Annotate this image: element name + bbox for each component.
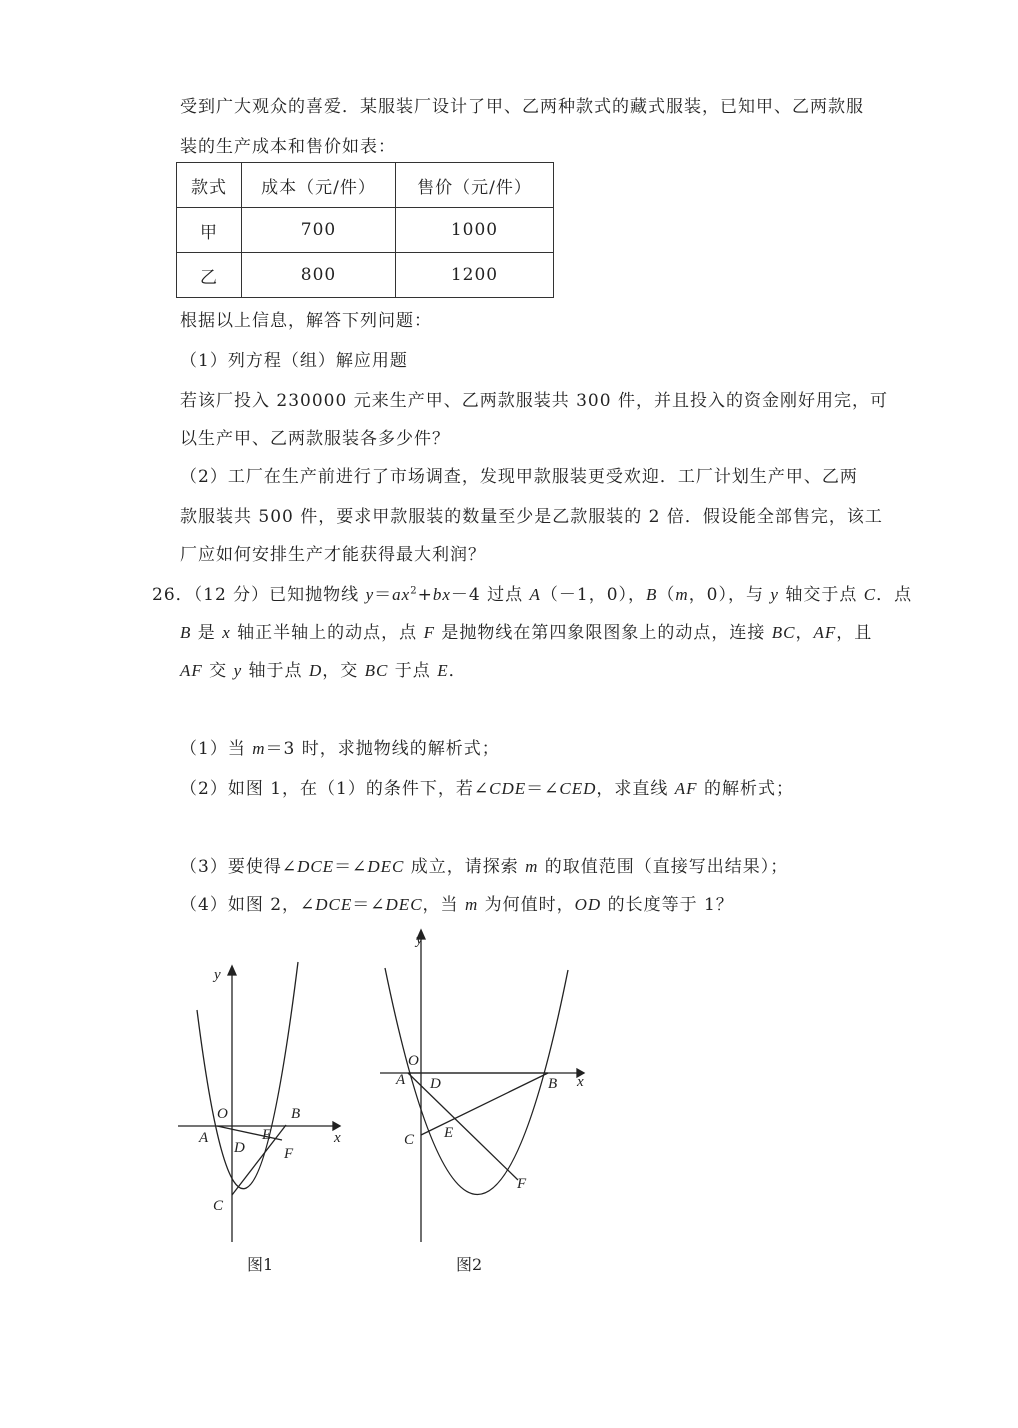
math-var: AF bbox=[813, 623, 837, 642]
math-var: OD bbox=[574, 895, 602, 914]
label-f: F bbox=[517, 1176, 527, 1192]
label-a: A bbox=[396, 1072, 406, 1088]
q26-text: ＝∠ bbox=[352, 895, 386, 915]
q26-text: ， bbox=[795, 623, 814, 643]
math-var: A bbox=[529, 585, 541, 604]
table-cell: 700 bbox=[242, 208, 396, 253]
intro-line-2: 装的生产成本和售价如表： bbox=[180, 137, 396, 157]
q25-part2-line3: 厂应如何安排生产才能获得最大利润？ bbox=[180, 545, 486, 565]
label-y: y bbox=[214, 967, 221, 983]
table-cell: 甲 bbox=[177, 208, 242, 253]
math-var: y bbox=[365, 585, 375, 604]
label-o: O bbox=[408, 1053, 419, 1069]
label-b: B bbox=[548, 1076, 558, 1092]
q26-text: 轴于点 bbox=[242, 661, 309, 681]
math-var: CED bbox=[559, 779, 597, 798]
q25-part2-line1: （2）工厂在生产前进行了市场调查，发现甲款服装更受欢迎．工厂计划生产甲、乙两 bbox=[180, 467, 858, 487]
q26-text: （4）如图 2，∠ bbox=[180, 895, 316, 915]
math-var: E bbox=[437, 661, 449, 680]
q26-text: －4 过点 bbox=[450, 585, 530, 605]
math-var: DEC bbox=[367, 857, 405, 876]
label-y: y bbox=[416, 932, 423, 948]
table-cell: 乙 bbox=[177, 253, 242, 298]
q26-text: 为何值时， bbox=[478, 895, 575, 915]
math-var: DEC bbox=[385, 895, 423, 914]
q26-text: 的取值范围（直接写出结果）； bbox=[538, 857, 789, 877]
math-var: F bbox=[423, 623, 435, 642]
label-d: D bbox=[430, 1076, 441, 1092]
q26-text: 轴正半轴上的动点，点 bbox=[230, 623, 424, 643]
math-var: m bbox=[464, 895, 479, 914]
intro-line-1: 受到广大观众的喜爱．某服装厂设计了甲、乙两种款式的藏式服装，已知甲、乙两款服 bbox=[180, 97, 864, 117]
question-number: 26． bbox=[152, 585, 194, 605]
q26-text: ＝∠ bbox=[526, 779, 560, 799]
q26-text: 是 bbox=[191, 623, 223, 643]
segment-af bbox=[408, 1073, 518, 1180]
q26-text: ．点 bbox=[876, 585, 913, 605]
label-d: D bbox=[234, 1140, 245, 1156]
math-var: DCE bbox=[297, 857, 335, 876]
math-var: C bbox=[863, 585, 877, 604]
q26-text: ＝ bbox=[374, 585, 393, 605]
q26-text: 是抛物线在第四象限图象上的动点，连接 bbox=[434, 623, 772, 643]
math-var: m bbox=[675, 585, 689, 604]
q26-text: ＝3 时，求抛物线的解析式； bbox=[265, 739, 500, 759]
label-o: O bbox=[217, 1106, 228, 1122]
table-cell: 1200 bbox=[396, 253, 554, 298]
q26-text: ，当 bbox=[422, 895, 465, 915]
math-var: D bbox=[308, 661, 323, 680]
table-header-cell: 售价（元/件） bbox=[396, 163, 554, 208]
math-var: B bbox=[180, 623, 192, 642]
figure-1-caption: 图1 bbox=[247, 1255, 274, 1274]
math-var: m bbox=[252, 739, 266, 758]
label-a: A bbox=[199, 1130, 209, 1146]
table-cell: 1000 bbox=[396, 208, 554, 253]
q26-text: （12 分）已知抛物线 bbox=[193, 585, 366, 605]
q26-text: ，0），与 bbox=[688, 585, 771, 605]
table-header-cell: 成本（元/件） bbox=[242, 163, 396, 208]
label-x: x bbox=[577, 1074, 584, 1090]
math-var: CDE bbox=[489, 779, 527, 798]
q26-text: ，交 bbox=[322, 661, 365, 681]
q26-text: 成立，请探索 bbox=[404, 857, 526, 877]
q26-text: 的解析式； bbox=[697, 779, 794, 799]
q25-part1-line2: 以生产甲、乙两款服装各多少件？ bbox=[180, 429, 450, 449]
q26-text: 于点 bbox=[388, 661, 438, 681]
q26-text: + bbox=[417, 585, 433, 605]
math-var: x bbox=[222, 623, 231, 642]
figure-2-caption: 图2 bbox=[456, 1255, 483, 1274]
q26-text: （1）当 bbox=[180, 739, 253, 759]
math-var: BC bbox=[771, 623, 796, 642]
q25-lead: 根据以上信息，解答下列问题： bbox=[180, 311, 432, 331]
q26-text: ，求直线 bbox=[596, 779, 675, 799]
label-c: C bbox=[213, 1198, 224, 1214]
q26-text: （－1，0）， bbox=[540, 585, 647, 605]
parabola bbox=[385, 968, 568, 1195]
q26-text: （3）要使得∠ bbox=[180, 857, 298, 877]
q26-text: 的长度等于 1？ bbox=[601, 895, 734, 915]
label-e: E bbox=[444, 1125, 454, 1141]
math-var: ax bbox=[392, 585, 411, 604]
q26-text: （2）如图 1，在（1）的条件下，若∠ bbox=[180, 779, 490, 799]
math-var: DCE bbox=[315, 895, 353, 914]
label-e: E bbox=[262, 1127, 272, 1143]
math-var: AF bbox=[180, 661, 203, 680]
q26-text: 交 bbox=[202, 661, 234, 681]
math-var: y bbox=[770, 585, 779, 604]
q26-text: ＝∠ bbox=[334, 857, 368, 877]
q26-text: ，且 bbox=[836, 623, 873, 643]
math-exponent: 2 bbox=[410, 585, 418, 597]
label-f: F bbox=[284, 1146, 294, 1162]
q25-part1-title: （1）列方程（组）解应用题 bbox=[180, 351, 408, 371]
table-cell: 800 bbox=[242, 253, 396, 298]
math-var: y bbox=[233, 661, 243, 680]
label-x: x bbox=[334, 1130, 341, 1146]
q26-text: 轴交于点 bbox=[778, 585, 864, 605]
q25-part2-line2: 款服装共 500 件，要求甲款服装的数量至少是乙款服装的 2 倍．假设能全部售完，该工 bbox=[180, 507, 883, 527]
table-header-cell: 款式 bbox=[177, 163, 242, 208]
label-b: B bbox=[291, 1106, 301, 1122]
math-var: B bbox=[646, 585, 658, 604]
math-var: bx bbox=[432, 585, 451, 604]
math-var: m bbox=[525, 857, 539, 876]
q26-text: ． bbox=[448, 661, 467, 681]
q25-part1-line1: 若该厂投入 230000 元来生产甲、乙两款服装共 300 件，并且投入的资金刚好用完，可 bbox=[180, 391, 888, 411]
math-var: BC bbox=[364, 661, 389, 680]
label-c: C bbox=[404, 1132, 415, 1148]
math-var: AF bbox=[674, 779, 698, 798]
q26-text: （ bbox=[657, 585, 676, 605]
